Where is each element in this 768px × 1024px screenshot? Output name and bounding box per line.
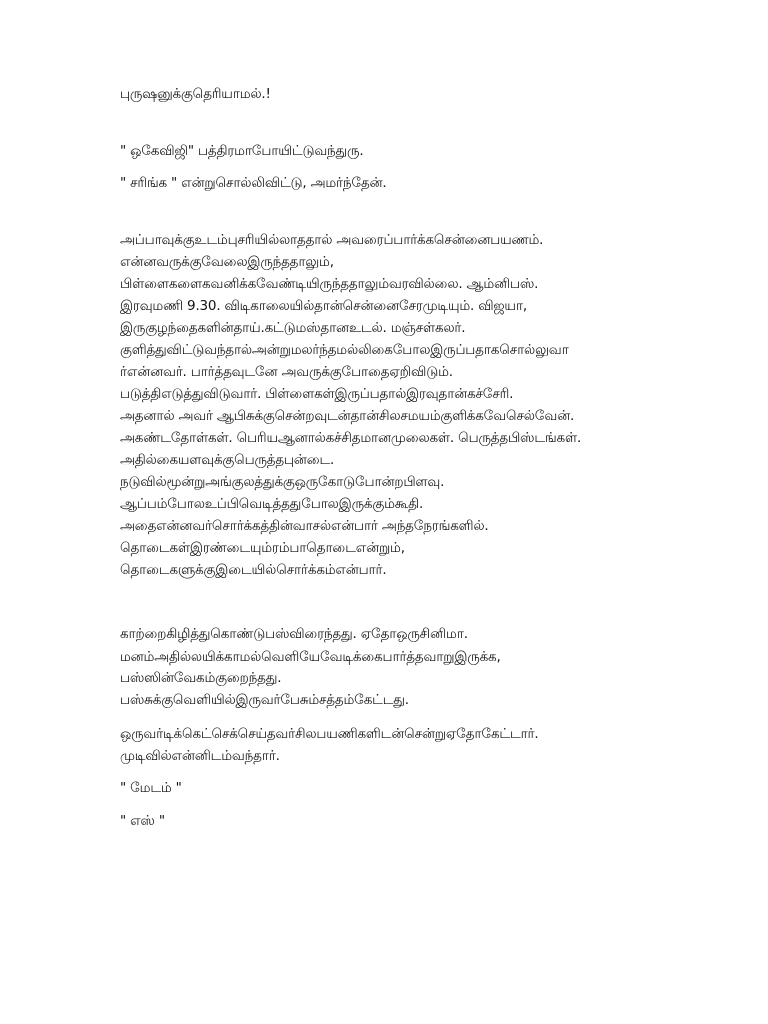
- paragraph-line: இருகுழந்தைகளின்தாய்.கட்டுமஸ்தானஉடல். மஞ்சள்கலர்.: [120, 320, 466, 336]
- dialogue-line: " ஒகேவிஜி" பத்திரமாபோயிட்டுவந்துரு.: [120, 143, 364, 159]
- paragraph-line: என்னவருக்குவேலைஇருந்ததாலும்,: [120, 254, 334, 270]
- paragraph-line: மனம்அதில்லயிக்காமல்வெளியேவேடிக்கைபார்த்தவாறுஇருக்க,: [120, 649, 501, 665]
- paragraph-line: தொடைகள்இரண்டையும்ரம்பாதொடைஎன்றும்,: [120, 540, 405, 556]
- paragraph-line: பஸ்சுக்குவெளியில்இருவர்பேசும்சத்தம்கேட்டது.: [120, 692, 409, 708]
- paragraph-line: ஆப்பம்போலஉப்பிவெடித்ததுபோலஇருக்கும்கூதி.: [120, 496, 424, 512]
- paragraph-line: பிள்ளைகளைகவனிக்கவேண்டியிருந்ததாலும்வரவில்லை. ஆம்னிபஸ்.: [120, 276, 539, 292]
- paragraph-line: தொடைகளுக்குஇடையில்சொர்க்கம்என்பார்.: [120, 562, 387, 578]
- dialogue-line: " எஸ் ": [120, 813, 165, 829]
- paragraph-line: முடிவில்என்னிடம்வந்தார்.: [120, 748, 280, 764]
- paragraph-line: ஒருவர்டிக்கெட்செக்செய்தவர்சிலபயணிகளிடன்சென்றுஏதோகேட்டார்.: [120, 726, 539, 742]
- document-title: புருஷனுக்குதெரியாமல்.!: [120, 86, 271, 102]
- paragraph-line: அதனால் அவர் ஆபிசுக்குசென்றவுடன்தான்சிலசமயம்குளிக்கவேசெல்வேன்.: [120, 408, 575, 424]
- paragraph-line: நடுவில்மூன்றுஅங்குலத்துக்குஒருகோடுபோன்றபிளவு.: [120, 474, 445, 490]
- dialogue-line: " மேடம் ": [120, 780, 182, 796]
- paragraph-line: அகண்டதோள்கள். பெரியஆனால்கச்சிதமானமுலைகள். பெருத்தபிஸ்டங்கள்.: [120, 430, 582, 446]
- dialogue-line: " சரிங்க " என்றுசொல்லிவிட்டு, அமர்ந்தேன்.: [120, 175, 387, 191]
- paragraph-line: பஸ்ஸின்வேகம்குறைந்தது.: [120, 670, 282, 686]
- paragraph-line: அப்பாவுக்குஉடம்புசரியில்லாததால் அவரைப்பார்க்கசென்னைபயணம்.: [120, 232, 544, 248]
- paragraph-line: ர்என்னவர். பார்த்தவுடனே அவருக்குபோதைஏறிவிடும்.: [120, 364, 453, 380]
- paragraph-line: இரவுமணி 9.30. விடிகாலையில்தான்சென்னைசேரமுடியும். விஜயா,: [120, 298, 527, 314]
- paragraph-line: அதைஎன்னவர்சொர்க்கத்தின்வாசல்என்பார் அந்தநேரங்களில்.: [120, 518, 489, 534]
- paragraph-line: காற்றைகிழித்துகொண்டுபஸ்விரைந்தது. ஏதோஒருசினிமா.: [120, 626, 468, 642]
- paragraph-line: அதில்கையளவுக்குபெருத்தபுன்டை.: [120, 452, 335, 468]
- paragraph-line: படுத்திஎடுத்துவிடுவார். பிள்ளைகள்இருப்பதால்இரவுதான்கச்சேரி.: [120, 386, 514, 402]
- paragraph-line: குளித்துவிட்டுவந்தால்அன்றுமலர்ந்தமல்லிகைபோலஇருப்பதாகசொல்லுவா: [120, 342, 569, 358]
